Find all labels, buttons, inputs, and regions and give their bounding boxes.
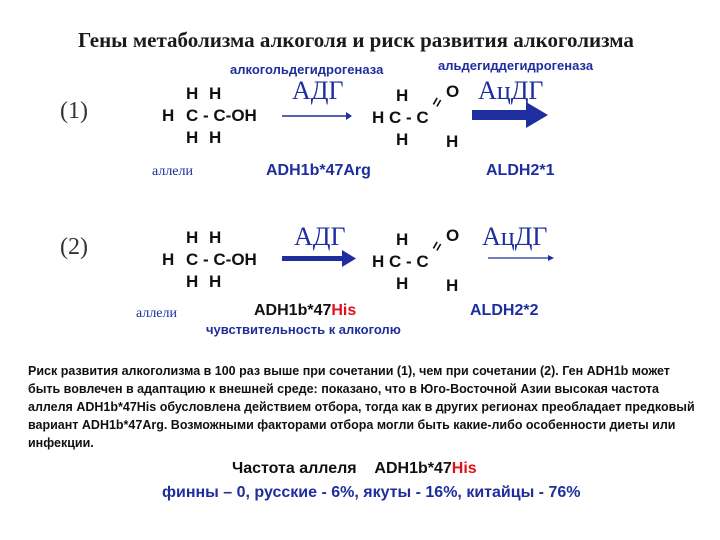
adh-allele-base: ADH1b*47 <box>254 302 332 319</box>
alleles-label-row2: аллели <box>136 306 178 321</box>
alleles-label-row1: аллели <box>152 164 194 179</box>
aldh-arrow-row2 <box>488 255 554 261</box>
acetaldehyde-h: H <box>446 276 459 295</box>
acetaldehyde-h: H <box>446 132 459 151</box>
acetaldehyde-bottom-h: H <box>396 130 409 149</box>
page-title: Гены метаболизма алкоголя и риск развития алкоголизма <box>78 28 634 52</box>
ethanol-chain: C - C-OH <box>186 250 257 269</box>
ethanol-left-h: H <box>162 106 175 125</box>
adh-arrow-row2 <box>282 250 356 267</box>
adh-short-row2: АДГ <box>294 222 346 251</box>
aldh-short-row2: АцДГ <box>482 222 548 251</box>
aldh-arrow-row1 <box>472 102 548 128</box>
frequency-label: Частота аллеля <box>232 460 357 477</box>
frequency-allele-variant: His <box>451 460 477 477</box>
adh-allele-variant: His <box>331 302 357 319</box>
adh-full-name: алкогольдегидрогеназа <box>230 62 384 77</box>
frequency-heading <box>232 460 477 478</box>
acetaldehyde-top-h: H <box>396 230 409 249</box>
acetaldehyde-top-h: H <box>396 86 409 105</box>
acetaldehyde-chain: H C - C <box>372 252 429 271</box>
row1-number: (1) <box>60 98 88 124</box>
ethanol-top-h: H H <box>186 228 222 247</box>
ethanol-top-h: H H <box>186 84 222 103</box>
aldh-full-name: альдегиддегидрогеназа <box>438 58 594 73</box>
frequency-allele-base: ADH1b*47 <box>374 460 452 477</box>
ethanol-chain: C - C-OH <box>186 106 257 125</box>
risk-paragraph: Риск развития алкоголизма в 100 раз выше при сочетании (1), чем при сочетании (2). Ген ADH1b может быть вовлечен в адаптацию к внешней среде: показано, что в Юго-Восточной Азии высокая частота аллеля ADH1b*47His обусловлена действием отбора, тогда как в других регионах преобладает предковый вариант ADH1b*47Arg. Возможными факторами отбора могли быть какие-либо особенности диеты или инфекции. <box>28 364 695 450</box>
adh-allele-row1: ADH1b*47Arg <box>266 162 371 179</box>
sensitivity-note: чувствительность к алкоголю <box>206 322 401 337</box>
acetaldehyde-oxygen: O <box>446 226 460 245</box>
acetaldehyde-chain: H C - C <box>372 108 429 127</box>
ethanol-bottom-h: H H <box>186 272 222 291</box>
ethanol-left-h: H <box>162 250 175 269</box>
population-frequencies: финны – 0, русские - 6%, якуты - 16%, китайцы - 76% <box>162 484 581 501</box>
acetaldehyde-bottom-h: H <box>396 274 409 293</box>
double-bond: = <box>427 238 447 255</box>
adh-arrow-row1 <box>282 112 352 120</box>
aldh-allele-row1: ALDH2*1 <box>486 162 555 179</box>
row2-number: (2) <box>60 234 88 260</box>
adh-short-row1: АДГ <box>292 76 344 105</box>
aldh-short-row1: АцДГ <box>478 76 544 105</box>
acetaldehyde-oxygen: O <box>446 82 460 101</box>
double-bond: = <box>427 94 447 111</box>
ethanol-bottom-h: H H <box>186 128 222 147</box>
aldh-allele-row2: ALDH2*2 <box>470 302 539 319</box>
